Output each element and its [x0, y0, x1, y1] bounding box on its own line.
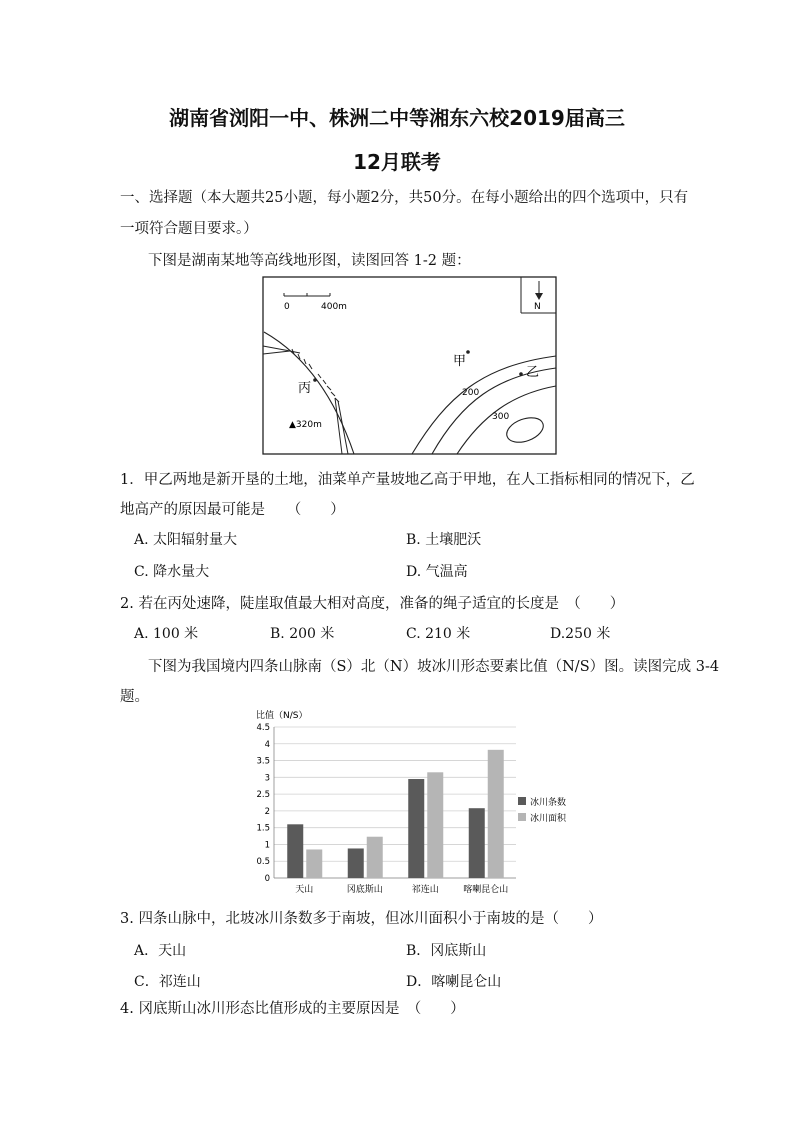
bar-glacier-count — [287, 824, 303, 878]
point-yi-label: 乙 — [526, 365, 540, 380]
peak-elevation-label: ▲320m — [289, 420, 322, 430]
x-tick-label: 喀喇昆仑山 — [463, 885, 509, 895]
q1-option-d: D. 气温高 — [406, 564, 468, 580]
point-yi-marker — [519, 372, 523, 376]
exam-title-line1: 湖南省浏阳一中、株洲二中等湘东六校2019届高三 — [169, 106, 625, 130]
contour-label-200: 200 — [462, 388, 480, 398]
north-label: N — [534, 302, 541, 312]
bar-glacier-count — [408, 779, 424, 878]
y-tick-label: 4 — [264, 739, 270, 750]
contour-label-300: 300 — [492, 412, 510, 422]
exam-title-line2: 12月联考 — [353, 150, 441, 174]
q2-option-d: D.250 米 — [550, 626, 611, 642]
map-intro: 下图是湖南某地等高线地形图，读图回答 1-2 题： — [148, 253, 471, 269]
y-tick-label: 3.5 — [256, 756, 270, 767]
legend-swatch — [518, 813, 526, 821]
q1-option-c: C. 降水量大 — [134, 564, 210, 580]
bar-glacier-count — [469, 808, 485, 878]
y-tick-label: 0.5 — [256, 857, 270, 868]
scale-distance-label: 400m — [321, 302, 347, 312]
point-bing-label: 丙 — [298, 381, 312, 396]
y-tick-label: 2 — [264, 806, 270, 817]
bar-glacier-area — [427, 772, 443, 878]
question-2: 2. 若在丙处速降，陡崖取值最大相对高度，准备的绳子适宜的长度是 （ ） — [120, 596, 625, 612]
legend-label: 冰川条数 — [530, 798, 567, 808]
y-tick-label: 1 — [264, 840, 270, 851]
scale-zero-label: 0 — [284, 302, 290, 312]
y-tick-label: 1.5 — [256, 823, 270, 834]
bar-glacier-area — [367, 837, 383, 878]
y-tick-label: 3 — [264, 773, 270, 784]
point-jia-marker — [466, 350, 470, 354]
q1-option-a: A. 太阳辐射量大 — [134, 532, 238, 548]
contour-map — [262, 276, 558, 456]
chart-intro-line1: 下图为我国境内四条山脉南（S）北（N）坡冰川形态要素比值（N/S）图。读图完成 3-4 — [148, 659, 720, 675]
question-4: 4. 冈底斯山冰川形态比值形成的主要原因是 （ ） — [120, 1001, 465, 1017]
q2-option-a: A. 100 米 — [134, 626, 199, 642]
point-jia-label: 甲 — [453, 354, 467, 369]
question-3: 3. 四条山脉中，北坡冰川条数多于南坡，但冰川面积小于南坡的是（ ） — [120, 911, 603, 927]
q3-option-c: C．祁连山 — [134, 974, 201, 990]
legend-swatch — [518, 797, 526, 805]
x-tick-label: 冈底斯山 — [346, 885, 383, 895]
x-tick-label: 祁连山 — [411, 885, 439, 895]
glacier-ratio-bar-chart — [240, 705, 580, 900]
x-tick-label: 天山 — [295, 885, 314, 895]
y-tick-label: 2.5 — [256, 790, 270, 801]
y-axis-label: 比值（N/S） — [256, 711, 308, 721]
q1-option-b: B. 土壤肥沃 — [406, 532, 482, 548]
q3-option-d: D．喀喇昆仑山 — [406, 974, 502, 990]
legend-label: 冰川面积 — [530, 814, 567, 824]
y-tick-label: 0 — [264, 874, 270, 884]
bar-glacier-area — [306, 849, 322, 878]
section-instruction-line2: 一项符合题目要求。） — [120, 221, 258, 237]
q2-option-c: C. 210 米 — [406, 626, 471, 642]
chart-intro-line2: 题。 — [120, 689, 149, 705]
bar-glacier-count — [348, 848, 364, 878]
point-bing-marker — [313, 378, 317, 382]
bar-glacier-area — [488, 750, 504, 878]
section-instruction-line1: 一、选择题（本大题共25小题，每小题2分，共50分。在每小题给出的四个选项中，只有 — [120, 190, 689, 206]
q2-option-b: B. 200 米 — [270, 626, 335, 642]
q3-option-b: B．冈底斯山 — [406, 943, 487, 959]
q3-option-a: A．天山 — [134, 943, 187, 959]
y-tick-label: 4.5 — [256, 723, 270, 733]
question-1-line2: 地高产的原因最可能是 （ ） — [120, 502, 345, 518]
question-1-line1: 1．甲乙两地是新开垦的土地，油菜单产量坡地乙高于甲地，在人工指标相同的情况下，乙 — [120, 472, 695, 488]
